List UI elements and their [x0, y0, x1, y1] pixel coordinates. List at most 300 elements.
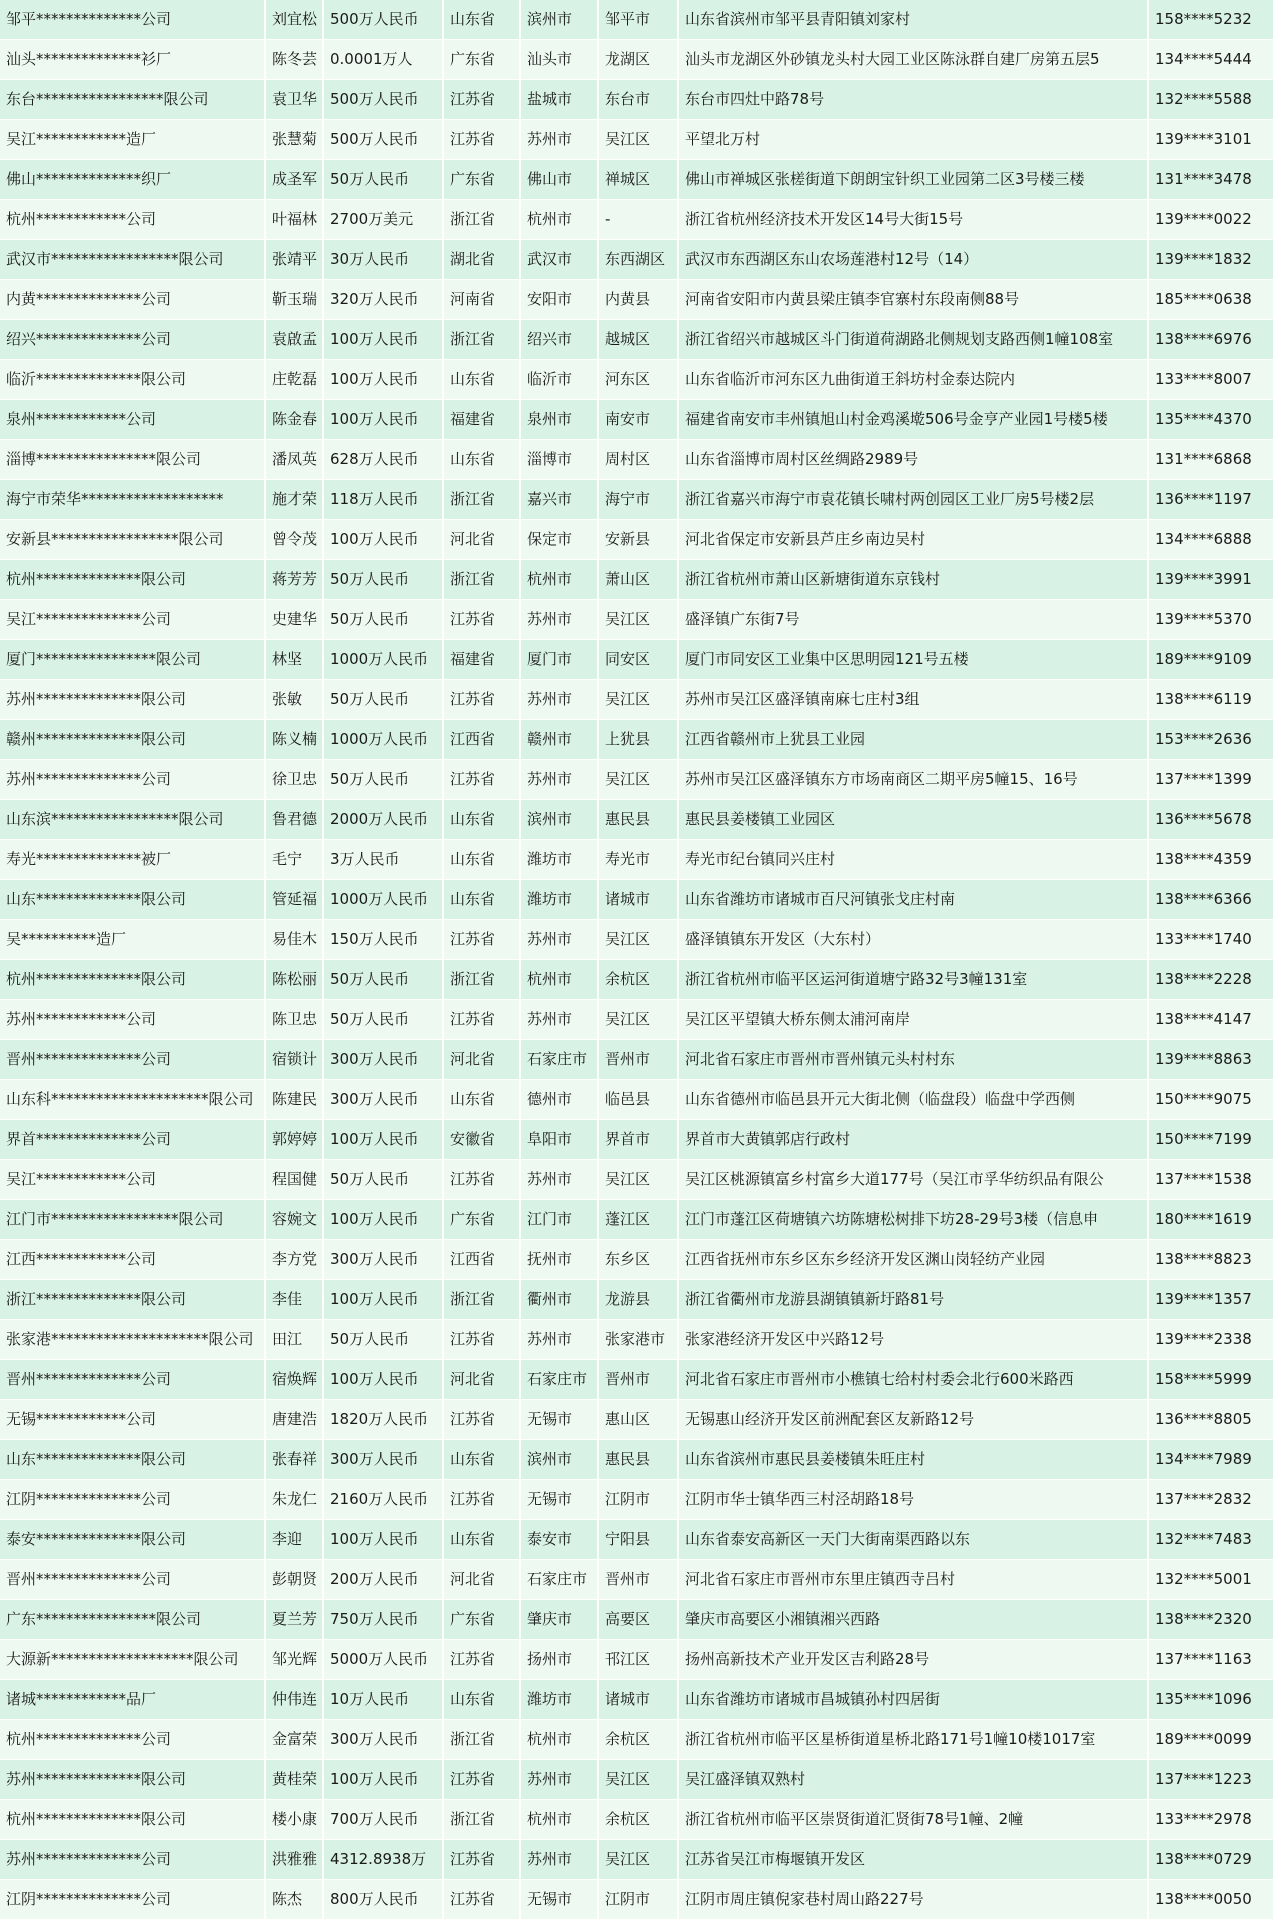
address-cell: 江西省抚州市东乡区东乡经济开发区渊山岗轻纺产业园: [678, 1240, 1148, 1280]
table-row: [0, 640, 1274, 680]
province-cell: 江苏省: [443, 600, 520, 640]
table-row: [0, 920, 1274, 960]
district-cell: 惠民县: [598, 1440, 678, 1480]
phone-cell: 135****1096: [1148, 1680, 1274, 1720]
contact-name-cell: 容婉文: [265, 1200, 323, 1240]
registered-capital-cell: 100万人民币: [323, 1760, 443, 1800]
company-name-cell: 内黄**************公司: [0, 280, 265, 320]
phone-cell: 132****5001: [1148, 1560, 1274, 1600]
phone-cell: 150****9075: [1148, 1080, 1274, 1120]
table-row: [0, 1240, 1274, 1280]
city-cell: 苏州市: [520, 1160, 598, 1200]
contact-name-cell: 楼小康: [265, 1800, 323, 1840]
phone-cell: 139****8863: [1148, 1040, 1274, 1080]
district-cell: 诸城市: [598, 1680, 678, 1720]
city-cell: 杭州市: [520, 1800, 598, 1840]
province-cell: 福建省: [443, 640, 520, 680]
phone-cell: 132****7483: [1148, 1520, 1274, 1560]
phone-cell: 137****1538: [1148, 1160, 1274, 1200]
company-name-cell: 大源新*******************限公司: [0, 1640, 265, 1680]
registered-capital-cell: 100万人民币: [323, 400, 443, 440]
contact-name-cell: 金富荣: [265, 1720, 323, 1760]
district-cell: 吴江区: [598, 600, 678, 640]
city-cell: 汕头市: [520, 40, 598, 80]
company-name-cell: 广东****************限公司: [0, 1600, 265, 1640]
address-cell: 浙江省嘉兴市海宁市袁花镇长啸村两创园区工业厂房5号楼2层: [678, 480, 1148, 520]
district-cell: 吴江区: [598, 120, 678, 160]
province-cell: 广东省: [443, 160, 520, 200]
address-cell: 山东省潍坊市诸城市百尺河镇张戈庄村南: [678, 880, 1148, 920]
table-row: [0, 1480, 1274, 1520]
district-cell: 同安区: [598, 640, 678, 680]
city-cell: 淄博市: [520, 440, 598, 480]
contact-name-cell: 田江: [265, 1320, 323, 1360]
address-cell: 江门市蓬江区荷塘镇六坊陈塘松树排下坊28-29号3楼（信息申: [678, 1200, 1148, 1240]
phone-cell: 138****2228: [1148, 960, 1274, 1000]
city-cell: 潍坊市: [520, 840, 598, 880]
district-cell: 惠民县: [598, 800, 678, 840]
phone-cell: 133****1740: [1148, 920, 1274, 960]
table-row: [0, 1800, 1274, 1840]
phone-cell: 139****5370: [1148, 600, 1274, 640]
registered-capital-cell: 0.0001万人: [323, 40, 443, 80]
city-cell: 扬州市: [520, 1640, 598, 1680]
phone-cell: 135****4370: [1148, 400, 1274, 440]
province-cell: 浙江省: [443, 200, 520, 240]
address-cell: 江阴市华士镇华西三村泾胡路18号: [678, 1480, 1148, 1520]
address-cell: 浙江省杭州市临平区运河街道塘宁路32号3幢131室: [678, 960, 1148, 1000]
phone-cell: 137****1223: [1148, 1760, 1274, 1800]
table-row: [0, 1120, 1274, 1160]
company-name-cell: 山东**************限公司: [0, 880, 265, 920]
table-row: [0, 1320, 1274, 1360]
city-cell: 安阳市: [520, 280, 598, 320]
city-cell: 肇庆市: [520, 1600, 598, 1640]
province-cell: 山东省: [443, 440, 520, 480]
province-cell: 山东省: [443, 1520, 520, 1560]
company-name-cell: 吴江************公司: [0, 1160, 265, 1200]
address-cell: 东台市四灶中路78号: [678, 80, 1148, 120]
province-cell: 福建省: [443, 400, 520, 440]
table-row: [0, 600, 1274, 640]
province-cell: 山东省: [443, 0, 520, 40]
city-cell: 杭州市: [520, 200, 598, 240]
province-cell: 广东省: [443, 40, 520, 80]
district-cell: 龙湖区: [598, 40, 678, 80]
address-cell: 浙江省杭州经济技术开发区14号大街15号: [678, 200, 1148, 240]
address-cell: 山东省淄博市周村区丝绸路2989号: [678, 440, 1148, 480]
table-row: [0, 400, 1274, 440]
city-cell: 石家庄市: [520, 1040, 598, 1080]
company-name-cell: 吴**********造厂: [0, 920, 265, 960]
table-row: [0, 1040, 1274, 1080]
phone-cell: 139****2338: [1148, 1320, 1274, 1360]
address-cell: 河南省安阳市内黄县梁庄镇李官寨村东段南侧88号: [678, 280, 1148, 320]
phone-cell: 132****5588: [1148, 80, 1274, 120]
company-name-cell: 海宁市荣华*******************: [0, 480, 265, 520]
table-row: [0, 320, 1274, 360]
city-cell: 嘉兴市: [520, 480, 598, 520]
registered-capital-cell: 100万人民币: [323, 520, 443, 560]
province-cell: 江苏省: [443, 80, 520, 120]
district-cell: 内黄县: [598, 280, 678, 320]
registered-capital-cell: 500万人民币: [323, 0, 443, 40]
phone-cell: 189****0099: [1148, 1720, 1274, 1760]
table-row: [0, 520, 1274, 560]
city-cell: 石家庄市: [520, 1560, 598, 1600]
city-cell: 苏州市: [520, 1320, 598, 1360]
address-cell: 河北省保定市安新县芦庄乡南边吴村: [678, 520, 1148, 560]
table-row: [0, 1440, 1274, 1480]
company-name-cell: 淄博****************限公司: [0, 440, 265, 480]
district-cell: 禅城区: [598, 160, 678, 200]
contact-name-cell: 潘凤英: [265, 440, 323, 480]
phone-cell: 180****1619: [1148, 1200, 1274, 1240]
address-cell: 浙江省杭州市临平区崇贤街道汇贤街78号1幢、2幢: [678, 1800, 1148, 1840]
province-cell: 江西省: [443, 720, 520, 760]
province-cell: 山东省: [443, 1680, 520, 1720]
registered-capital-cell: 50万人民币: [323, 600, 443, 640]
phone-cell: 133****8007: [1148, 360, 1274, 400]
phone-cell: 136****5678: [1148, 800, 1274, 840]
district-cell: 萧山区: [598, 560, 678, 600]
address-cell: 武汉市东西湖区东山农场莲港村12号（14）: [678, 240, 1148, 280]
company-name-cell: 界首**************公司: [0, 1120, 265, 1160]
city-cell: 杭州市: [520, 960, 598, 1000]
district-cell: 晋州市: [598, 1360, 678, 1400]
province-cell: 安徽省: [443, 1120, 520, 1160]
city-cell: 石家庄市: [520, 1360, 598, 1400]
contact-name-cell: 陈建民: [265, 1080, 323, 1120]
district-cell: 东乡区: [598, 1240, 678, 1280]
address-cell: 汕头市龙湖区外砂镇龙头村大园工业区陈泳群自建厂房第五层5: [678, 40, 1148, 80]
table-row: [0, 1280, 1274, 1320]
table-row: [0, 840, 1274, 880]
table-row: [0, 0, 1274, 40]
company-name-cell: 杭州**************限公司: [0, 960, 265, 1000]
address-cell: 盛泽镇镇东开发区（大东村）: [678, 920, 1148, 960]
district-cell: 吴江区: [598, 1840, 678, 1880]
district-cell: 惠山区: [598, 1400, 678, 1440]
company-name-cell: 杭州**************限公司: [0, 1800, 265, 1840]
city-cell: 苏州市: [520, 1000, 598, 1040]
contact-name-cell: 陈金春: [265, 400, 323, 440]
table-row: [0, 1600, 1274, 1640]
table-row: [0, 440, 1274, 480]
district-cell: 晋州市: [598, 1560, 678, 1600]
phone-cell: 131****6868: [1148, 440, 1274, 480]
contact-name-cell: 唐建浩: [265, 1400, 323, 1440]
province-cell: 湖北省: [443, 240, 520, 280]
district-cell: 吴江区: [598, 1000, 678, 1040]
district-cell: 东西湖区: [598, 240, 678, 280]
registered-capital-cell: 100万人民币: [323, 1120, 443, 1160]
company-name-cell: 杭州**************公司: [0, 1720, 265, 1760]
contact-name-cell: 叶福林: [265, 200, 323, 240]
district-cell: 高要区: [598, 1600, 678, 1640]
company-name-cell: 江阴**************公司: [0, 1880, 265, 1920]
contact-name-cell: 张慧菊: [265, 120, 323, 160]
table-row: [0, 80, 1274, 120]
city-cell: 苏州市: [520, 760, 598, 800]
phone-cell: 139****3991: [1148, 560, 1274, 600]
address-cell: 吴江区平望镇大桥东侧太浦河南岸: [678, 1000, 1148, 1040]
company-name-cell: 诸城************品厂: [0, 1680, 265, 1720]
company-name-cell: 泉州************公司: [0, 400, 265, 440]
city-cell: 泉州市: [520, 400, 598, 440]
contact-name-cell: 靳玉瑞: [265, 280, 323, 320]
table-row: [0, 360, 1274, 400]
registered-capital-cell: 100万人民币: [323, 1520, 443, 1560]
district-cell: 吴江区: [598, 920, 678, 960]
table-row: [0, 1640, 1274, 1680]
company-name-cell: 晋州**************公司: [0, 1360, 265, 1400]
contact-name-cell: 施才荣: [265, 480, 323, 520]
province-cell: 河北省: [443, 1560, 520, 1600]
city-cell: 杭州市: [520, 1720, 598, 1760]
city-cell: 衢州市: [520, 1280, 598, 1320]
table-row: [0, 1680, 1274, 1720]
address-cell: 江西省赣州市上犹县工业园: [678, 720, 1148, 760]
contact-name-cell: 朱龙仁: [265, 1480, 323, 1520]
phone-cell: 138****6119: [1148, 680, 1274, 720]
company-name-cell: 邹平**************公司: [0, 0, 265, 40]
province-cell: 广东省: [443, 1600, 520, 1640]
address-cell: 浙江省衢州市龙游县湖镇镇新圩路81号: [678, 1280, 1148, 1320]
company-name-cell: 吴江**************公司: [0, 600, 265, 640]
contact-name-cell: 张敏: [265, 680, 323, 720]
city-cell: 滨州市: [520, 1440, 598, 1480]
company-name-cell: 安新县*****************限公司: [0, 520, 265, 560]
address-cell: 山东省潍坊市诸城市昌城镇孙村四居街: [678, 1680, 1148, 1720]
province-cell: 山东省: [443, 1440, 520, 1480]
registered-capital-cell: 50万人民币: [323, 1320, 443, 1360]
table-row: [0, 1520, 1274, 1560]
company-name-cell: 张家港*********************限公司: [0, 1320, 265, 1360]
address-cell: 山东省德州市临邑县开元大街北侧（临盘段）临盘中学西侧: [678, 1080, 1148, 1120]
phone-cell: 153****2636: [1148, 720, 1274, 760]
contact-name-cell: 洪雅雅: [265, 1840, 323, 1880]
phone-cell: 138****0729: [1148, 1840, 1274, 1880]
registered-capital-cell: 100万人民币: [323, 1200, 443, 1240]
province-cell: 河北省: [443, 1360, 520, 1400]
company-name-cell: 杭州**************限公司: [0, 560, 265, 600]
registered-capital-cell: 100万人民币: [323, 1360, 443, 1400]
contact-name-cell: 邹光辉: [265, 1640, 323, 1680]
province-cell: 浙江省: [443, 960, 520, 1000]
contact-name-cell: 彭朝贤: [265, 1560, 323, 1600]
company-name-cell: 江阴**************公司: [0, 1480, 265, 1520]
province-cell: 浙江省: [443, 560, 520, 600]
table-row: [0, 1000, 1274, 1040]
table-row: [0, 1080, 1274, 1120]
registered-capital-cell: 100万人民币: [323, 360, 443, 400]
phone-cell: 136****1197: [1148, 480, 1274, 520]
contact-name-cell: 李迎: [265, 1520, 323, 1560]
company-name-cell: 苏州************公司: [0, 1000, 265, 1040]
district-cell: 河东区: [598, 360, 678, 400]
phone-cell: 138****2320: [1148, 1600, 1274, 1640]
registered-capital-cell: 30万人民币: [323, 240, 443, 280]
province-cell: 江苏省: [443, 680, 520, 720]
address-cell: 界首市大黄镇郭店行政村: [678, 1120, 1148, 1160]
table-row: [0, 240, 1274, 280]
city-cell: 临沂市: [520, 360, 598, 400]
city-cell: 江门市: [520, 1200, 598, 1240]
company-name-cell: 晋州**************公司: [0, 1040, 265, 1080]
city-cell: 苏州市: [520, 920, 598, 960]
address-cell: 山东省滨州市惠民县姜楼镇朱旺庄村: [678, 1440, 1148, 1480]
district-cell: 邗江区: [598, 1640, 678, 1680]
city-cell: 潍坊市: [520, 1680, 598, 1720]
district-cell: -: [598, 200, 678, 240]
city-cell: 厦门市: [520, 640, 598, 680]
contact-name-cell: 仲伟连: [265, 1680, 323, 1720]
table-row: [0, 40, 1274, 80]
city-cell: 苏州市: [520, 120, 598, 160]
contact-name-cell: 张春祥: [265, 1440, 323, 1480]
contact-name-cell: 张靖平: [265, 240, 323, 280]
city-cell: 无锡市: [520, 1880, 598, 1920]
registered-capital-cell: 300万人民币: [323, 1720, 443, 1760]
registered-capital-cell: 50万人民币: [323, 160, 443, 200]
table-row: [0, 1560, 1274, 1600]
table-row: [0, 1840, 1274, 1880]
contact-name-cell: 刘宜松: [265, 0, 323, 40]
province-cell: 江苏省: [443, 1160, 520, 1200]
phone-cell: 138****0050: [1148, 1880, 1274, 1920]
company-name-cell: 临沂**************限公司: [0, 360, 265, 400]
contact-name-cell: 陈冬芸: [265, 40, 323, 80]
district-cell: 东台市: [598, 80, 678, 120]
city-cell: 滨州市: [520, 0, 598, 40]
address-cell: 山东省泰安高新区一天门大街南渠西路以东: [678, 1520, 1148, 1560]
registered-capital-cell: 2160万人民币: [323, 1480, 443, 1520]
company-name-cell: 寿光**************被厂: [0, 840, 265, 880]
address-cell: 寿光市纪台镇同兴庄村: [678, 840, 1148, 880]
address-cell: 佛山市禅城区张槎街道下朗朗宝针织工业园第二区3号楼三楼: [678, 160, 1148, 200]
city-cell: 苏州市: [520, 680, 598, 720]
registered-capital-cell: 150万人民币: [323, 920, 443, 960]
province-cell: 江苏省: [443, 120, 520, 160]
registered-capital-cell: 800万人民币: [323, 1880, 443, 1920]
district-cell: 安新县: [598, 520, 678, 560]
contact-name-cell: 鲁君德: [265, 800, 323, 840]
province-cell: 山东省: [443, 1080, 520, 1120]
registered-capital-cell: 50万人民币: [323, 1000, 443, 1040]
contact-name-cell: 成圣军: [265, 160, 323, 200]
province-cell: 山东省: [443, 840, 520, 880]
contact-name-cell: 易佳木: [265, 920, 323, 960]
province-cell: 河南省: [443, 280, 520, 320]
district-cell: 吴江区: [598, 680, 678, 720]
province-cell: 江苏省: [443, 1640, 520, 1680]
phone-cell: 131****3478: [1148, 160, 1274, 200]
registered-capital-cell: 320万人民币: [323, 280, 443, 320]
phone-cell: 139****0022: [1148, 200, 1274, 240]
phone-cell: 189****9109: [1148, 640, 1274, 680]
address-cell: 苏州市吴江区盛泽镇南麻七庄村3组: [678, 680, 1148, 720]
table-row: [0, 200, 1274, 240]
city-cell: 武汉市: [520, 240, 598, 280]
district-cell: 寿光市: [598, 840, 678, 880]
table-row: [0, 800, 1274, 840]
company-name-cell: 山东滨*****************限公司: [0, 800, 265, 840]
contact-name-cell: 曾令茂: [265, 520, 323, 560]
province-cell: 江苏省: [443, 920, 520, 960]
province-cell: 江苏省: [443, 1400, 520, 1440]
address-cell: 江苏省吴江市梅堰镇开发区: [678, 1840, 1148, 1880]
phone-cell: 185****0638: [1148, 280, 1274, 320]
company-name-cell: 吴江************造厂: [0, 120, 265, 160]
table-row: [0, 1360, 1274, 1400]
contact-name-cell: 郭婷婷: [265, 1120, 323, 1160]
address-cell: 河北省石家庄市晋州市东里庄镇西寺吕村: [678, 1560, 1148, 1600]
company-name-cell: 东台*****************限公司: [0, 80, 265, 120]
contact-name-cell: 管延福: [265, 880, 323, 920]
address-cell: 浙江省绍兴市越城区斗门街道荷湖路北侧规划支路西侧1幢108室: [678, 320, 1148, 360]
district-cell: 蓬江区: [598, 1200, 678, 1240]
province-cell: 浙江省: [443, 480, 520, 520]
address-cell: 福建省南安市丰州镇旭山村金鸡溪墘506号金亨产业园1号楼5楼: [678, 400, 1148, 440]
table-row: [0, 1160, 1274, 1200]
company-name-cell: 晋州**************公司: [0, 1560, 265, 1600]
city-cell: 潍坊市: [520, 880, 598, 920]
contact-name-cell: 蒋芳芳: [265, 560, 323, 600]
registered-capital-cell: 100万人民币: [323, 320, 443, 360]
contact-name-cell: 陈杰: [265, 1880, 323, 1920]
company-name-cell: 汕头**************衫厂: [0, 40, 265, 80]
company-name-cell: 杭州************公司: [0, 200, 265, 240]
district-cell: 吴江区: [598, 1760, 678, 1800]
province-cell: 江苏省: [443, 1000, 520, 1040]
address-cell: 吴江区桃源镇富乡村富乡大道177号（吴江市孚华纺织品有限公: [678, 1160, 1148, 1200]
phone-cell: 134****6888: [1148, 520, 1274, 560]
registered-capital-cell: 300万人民币: [323, 1080, 443, 1120]
table-row: [0, 280, 1274, 320]
phone-cell: 158****5232: [1148, 0, 1274, 40]
company-name-cell: 佛山**************织厂: [0, 160, 265, 200]
district-cell: 周村区: [598, 440, 678, 480]
registered-capital-cell: 118万人民币: [323, 480, 443, 520]
city-cell: 抚州市: [520, 1240, 598, 1280]
contact-name-cell: 袁卫华: [265, 80, 323, 120]
contact-name-cell: 陈卫忠: [265, 1000, 323, 1040]
registered-capital-cell: 50万人民币: [323, 680, 443, 720]
address-cell: 河北省石家庄市晋州市小樵镇七给村村委会北行600米路西: [678, 1360, 1148, 1400]
city-cell: 滨州市: [520, 800, 598, 840]
registered-capital-cell: 50万人民币: [323, 1160, 443, 1200]
contact-name-cell: 陈松丽: [265, 960, 323, 1000]
phone-cell: 134****7989: [1148, 1440, 1274, 1480]
registered-capital-cell: 100万人民币: [323, 1280, 443, 1320]
contact-name-cell: 李佳: [265, 1280, 323, 1320]
contact-name-cell: 黄桂荣: [265, 1760, 323, 1800]
phone-cell: 139****3101: [1148, 120, 1274, 160]
phone-cell: 139****1832: [1148, 240, 1274, 280]
province-cell: 广东省: [443, 1200, 520, 1240]
company-name-cell: 江门市*****************限公司: [0, 1200, 265, 1240]
table-row: [0, 720, 1274, 760]
district-cell: 南安市: [598, 400, 678, 440]
address-cell: 山东省临沂市河东区九曲街道王斜坊村金泰达院内: [678, 360, 1148, 400]
address-cell: 浙江省杭州市萧山区新塘街道东京钱村: [678, 560, 1148, 600]
province-cell: 江苏省: [443, 1480, 520, 1520]
district-cell: 临邑县: [598, 1080, 678, 1120]
table-row: [0, 1200, 1274, 1240]
address-cell: 扬州高新技术产业开发区吉利路28号: [678, 1640, 1148, 1680]
contact-name-cell: 史建华: [265, 600, 323, 640]
